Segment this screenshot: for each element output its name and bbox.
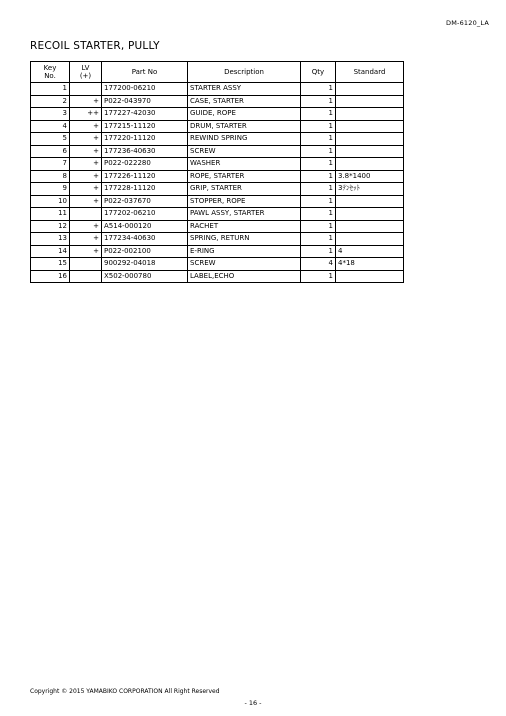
lv-cell: + bbox=[70, 245, 102, 258]
part-no-cell: 177226-11120 bbox=[102, 170, 188, 183]
standard-cell: 4 bbox=[336, 245, 404, 258]
part-no-cell: 177234-40630 bbox=[102, 233, 188, 246]
table-row bbox=[31, 145, 404, 158]
key-cell: 12 bbox=[31, 220, 70, 233]
lv-cell bbox=[70, 208, 102, 221]
qty-cell: 1 bbox=[301, 208, 336, 221]
standard-cell bbox=[336, 195, 404, 208]
lv-cell: + bbox=[70, 220, 102, 233]
column-header-key: Key No. bbox=[31, 62, 70, 83]
table-row bbox=[31, 233, 404, 246]
table-row bbox=[31, 158, 404, 171]
lv-cell bbox=[70, 258, 102, 271]
standard-cell bbox=[336, 95, 404, 108]
lv-cell: + bbox=[70, 170, 102, 183]
part-no-cell: X502-000780 bbox=[102, 270, 188, 283]
part-no-cell: A514-000120 bbox=[102, 220, 188, 233]
description-cell: STARTER ASSY bbox=[188, 83, 301, 96]
key-cell: 6 bbox=[31, 145, 70, 158]
key-cell: 3 bbox=[31, 108, 70, 121]
lv-cell: + bbox=[70, 133, 102, 146]
qty-cell: 4 bbox=[301, 258, 336, 271]
qty-cell: 1 bbox=[301, 108, 336, 121]
description-cell: E-RING bbox=[188, 245, 301, 258]
qty-cell: 1 bbox=[301, 158, 336, 171]
lv-cell: + bbox=[70, 233, 102, 246]
key-cell: 1 bbox=[31, 83, 70, 96]
qty-cell: 1 bbox=[301, 270, 336, 283]
lv-cell: + bbox=[70, 95, 102, 108]
page-title: RECOIL STARTER, PULLY bbox=[30, 40, 160, 52]
table-row bbox=[31, 270, 404, 283]
qty-cell: 1 bbox=[301, 133, 336, 146]
part-no-cell: 177227-42030 bbox=[102, 108, 188, 121]
description-cell: RACHET bbox=[188, 220, 301, 233]
column-header-part-no: Part No bbox=[102, 62, 188, 83]
standard-cell bbox=[336, 83, 404, 96]
description-cell: REWIND SPRING bbox=[188, 133, 301, 146]
table-row bbox=[31, 195, 404, 208]
part-no-cell: 177202-06210 bbox=[102, 208, 188, 221]
qty-cell: 1 bbox=[301, 170, 336, 183]
lv-cell bbox=[70, 83, 102, 96]
standard-cell: 3ﾃﾝｾｯﾄ bbox=[336, 183, 404, 196]
part-no-cell: P022-037670 bbox=[102, 195, 188, 208]
key-cell: 15 bbox=[31, 258, 70, 271]
table-row bbox=[31, 220, 404, 233]
standard-cell bbox=[336, 108, 404, 121]
standard-cell: 3.8*1400 bbox=[336, 170, 404, 183]
standard-cell: 4*18 bbox=[336, 258, 404, 271]
part-no-cell: 177220-11120 bbox=[102, 133, 188, 146]
lv-cell: + bbox=[70, 145, 102, 158]
description-cell: SPRING, RETURN bbox=[188, 233, 301, 246]
key-cell: 4 bbox=[31, 120, 70, 133]
key-cell: 9 bbox=[31, 183, 70, 196]
part-no-cell: P022-022280 bbox=[102, 158, 188, 171]
standard-cell bbox=[336, 220, 404, 233]
lv-cell: + bbox=[70, 183, 102, 196]
table-row bbox=[31, 170, 404, 183]
table-row bbox=[31, 208, 404, 221]
part-no-cell: 177236-40630 bbox=[102, 145, 188, 158]
table-row bbox=[31, 245, 404, 258]
key-cell: 13 bbox=[31, 233, 70, 246]
standard-cell bbox=[336, 158, 404, 171]
table-row bbox=[31, 83, 404, 96]
qty-cell: 1 bbox=[301, 120, 336, 133]
part-no-cell: 177215-11120 bbox=[102, 120, 188, 133]
qty-cell: 1 bbox=[301, 83, 336, 96]
key-cell: 5 bbox=[31, 133, 70, 146]
description-cell: GUIDE, ROPE bbox=[188, 108, 301, 121]
lv-cell: + bbox=[70, 158, 102, 171]
table-header-row bbox=[31, 62, 404, 83]
description-cell: STOPPER, ROPE bbox=[188, 195, 301, 208]
description-cell: WASHER bbox=[188, 158, 301, 171]
part-no-cell: P022-002100 bbox=[102, 245, 188, 258]
description-cell: SCREW bbox=[188, 258, 301, 271]
description-cell: LABEL,ECHO bbox=[188, 270, 301, 283]
document-id: DM-6120_LA bbox=[446, 19, 489, 27]
key-cell: 16 bbox=[31, 270, 70, 283]
table-row bbox=[31, 183, 404, 196]
key-cell: 7 bbox=[31, 158, 70, 171]
qty-cell: 1 bbox=[301, 195, 336, 208]
lv-cell bbox=[70, 270, 102, 283]
key-cell: 8 bbox=[31, 170, 70, 183]
key-cell: 11 bbox=[31, 208, 70, 221]
table-row bbox=[31, 133, 404, 146]
table-row bbox=[31, 108, 404, 121]
standard-cell bbox=[336, 120, 404, 133]
part-no-cell: 900292-04018 bbox=[102, 258, 188, 271]
table-row bbox=[31, 120, 404, 133]
standard-cell bbox=[336, 208, 404, 221]
description-cell: GRIP, STARTER bbox=[188, 183, 301, 196]
qty-cell: 1 bbox=[301, 95, 336, 108]
qty-cell: 1 bbox=[301, 220, 336, 233]
qty-cell: 1 bbox=[301, 183, 336, 196]
standard-cell bbox=[336, 145, 404, 158]
column-header-description: Description bbox=[188, 62, 301, 83]
column-header-lv: LV (+) bbox=[70, 62, 102, 83]
page-number: - 16 - bbox=[244, 699, 262, 707]
description-cell: PAWL ASSY, STARTER bbox=[188, 208, 301, 221]
table-row bbox=[31, 95, 404, 108]
copyright-notice: Copyright © 2015 YAMABIKO CORPORATION All Right Reserved bbox=[30, 688, 220, 695]
lv-cell: ++ bbox=[70, 108, 102, 121]
standard-cell bbox=[336, 133, 404, 146]
qty-cell: 1 bbox=[301, 245, 336, 258]
part-no-cell: 177200-06210 bbox=[102, 83, 188, 96]
description-cell: DRUM, STARTER bbox=[188, 120, 301, 133]
parts-table bbox=[30, 61, 404, 283]
key-cell: 2 bbox=[31, 95, 70, 108]
qty-cell: 1 bbox=[301, 145, 336, 158]
key-cell: 10 bbox=[31, 195, 70, 208]
lv-cell: + bbox=[70, 195, 102, 208]
part-no-cell: 177228-11120 bbox=[102, 183, 188, 196]
lv-cell: + bbox=[70, 120, 102, 133]
column-header-standard: Standard bbox=[336, 62, 404, 83]
description-cell: SCREW bbox=[188, 145, 301, 158]
table-row bbox=[31, 258, 404, 271]
key-cell: 14 bbox=[31, 245, 70, 258]
column-header-qty: Qty bbox=[301, 62, 336, 83]
part-no-cell: P022-043970 bbox=[102, 95, 188, 108]
standard-cell bbox=[336, 233, 404, 246]
qty-cell: 1 bbox=[301, 233, 336, 246]
standard-cell bbox=[336, 270, 404, 283]
description-cell: CASE, STARTER bbox=[188, 95, 301, 108]
description-cell: ROPE, STARTER bbox=[188, 170, 301, 183]
